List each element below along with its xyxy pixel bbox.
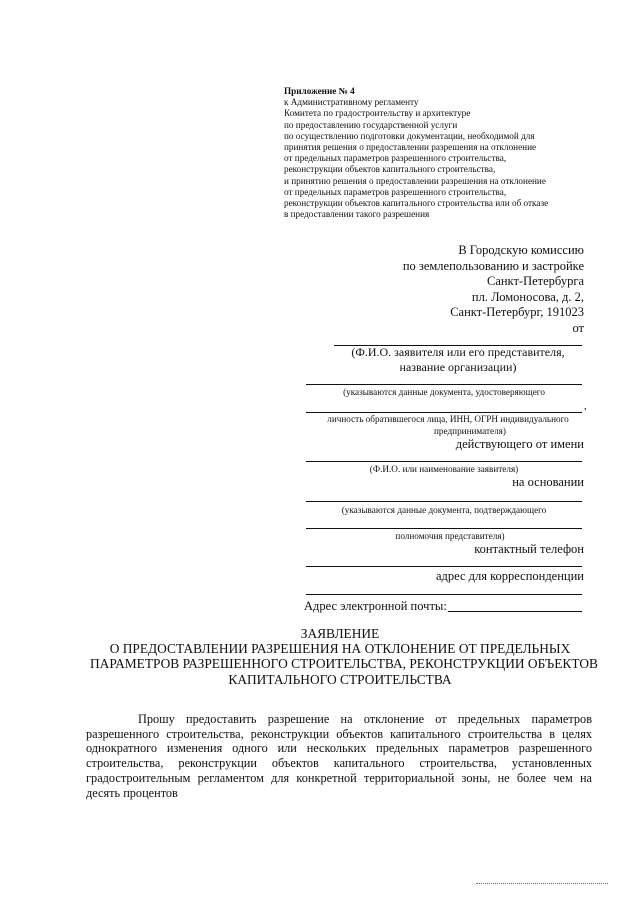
addressee-line: по землепользованию и застройке	[402, 258, 584, 273]
email-label: Адрес электронной почты:	[304, 599, 447, 613]
id-document-caption-2: личность обратившегося лица, ИНН, ОГРН индивидуального	[327, 414, 569, 424]
on-basis-label: на основании	[512, 475, 584, 489]
applicant-org-caption: (Ф.И.О. или наименование заявителя)	[369, 464, 519, 474]
contact-phone-label: контактный телефон	[474, 542, 584, 556]
id-document-comma: ,	[584, 400, 587, 412]
email-line[interactable]	[448, 611, 582, 612]
appendix-line: реконструкции объектов капитального строительства или об отказе	[284, 198, 549, 209]
appendix-line: по предоставлению государственной услуги	[284, 119, 458, 130]
appendix-line: Комитета по градостроительству и архитектуре	[284, 108, 471, 119]
title-line: КАПИТАЛЬНОГО СТРОИТЕЛЬСТВА	[228, 671, 452, 687]
authority-document-line-1[interactable]	[306, 501, 582, 502]
appendix-line: в предоставлении такого разрешения	[284, 209, 430, 220]
authority-document-caption-2: полномочия представителя)	[395, 531, 505, 541]
appendix-line: к Административному регламенту	[284, 97, 419, 108]
appendix-header	[284, 86, 604, 220]
id-document-line-2[interactable]	[306, 412, 582, 413]
appendix-title: Приложение № 4	[284, 86, 355, 96]
appendix-line: по осуществлению подготовки документации, необходимой для	[284, 130, 535, 141]
applicant-org-line[interactable]	[306, 461, 582, 462]
appendix-line: принятия решения о предоставлении разрешения на отклонение	[284, 142, 537, 153]
id-document-caption-1: (указываются данные документа, удостоверяющего	[343, 387, 545, 397]
appendix-line: реконструкции объектов капитального строительства,	[284, 164, 496, 175]
applicant-caption-2: название организации)	[399, 360, 517, 374]
document-title	[90, 626, 598, 687]
appendix-line: от предельных параметров разрешенного строительства,	[284, 153, 507, 164]
id-document-line-1[interactable]	[306, 384, 582, 385]
from-label: от	[572, 320, 584, 335]
title-line: ПАРАМЕТРОВ РАЗРЕШЕННОГО СТРОИТЕЛЬСТВА, РЕКОНСТРУКЦИИ ОБЪЕКТОВ	[90, 656, 598, 672]
applicant-caption-1: (Ф.И.О. заявителя или его представителя,	[351, 345, 565, 359]
addressee-line: В Городскую комиссию	[458, 243, 584, 257]
addressee-line: Санкт-Петербург, 191023	[450, 305, 584, 320]
footer-rule	[476, 883, 608, 884]
contact-phone-line[interactable]	[306, 566, 582, 567]
addressee-line: пл. Ломоносова, д. 2,	[471, 289, 584, 304]
authority-document-line-2[interactable]	[306, 528, 582, 529]
request-paragraph: Прошу предоставить разрешение на отклонение от предельных параметров разрешенного строительства, реконструкции объектов капитального строительства в целях однократного изменения одного или нескольких предельных параметров разрешенного строительства, реконструкции объектов капитального строительства, установленных градостроительным регламентом для конкретной территориальной зоны, не более чем на десять процентов	[86, 712, 592, 800]
title-heading: ЗАЯВЛЕНИЕ	[300, 626, 380, 641]
addressee-block	[403, 243, 584, 337]
correspondence-address-label: адрес для корреспонденции	[435, 569, 584, 583]
acting-on-behalf-label: действующего от имени	[455, 437, 584, 451]
addressee-line: Санкт-Петербурга	[486, 274, 584, 289]
request-body	[86, 712, 592, 800]
authority-document-caption-1: (указываются данные документа, подтверждающего	[341, 505, 547, 515]
appendix-line: от предельных параметров разрешенного строительства,	[284, 186, 507, 197]
appendix-line: и принятию решения о предоставлении разрешения на отклонение	[284, 175, 546, 186]
correspondence-address-line[interactable]	[306, 594, 582, 595]
title-line: О ПРЕДОСТАВЛЕНИИ РАЗРЕШЕНИЯ НА ОТКЛОНЕНИЕ ОТ ПРЕДЕЛЬНЫХ	[109, 641, 571, 657]
id-document-caption-3: предпринимателя)	[434, 426, 506, 436]
